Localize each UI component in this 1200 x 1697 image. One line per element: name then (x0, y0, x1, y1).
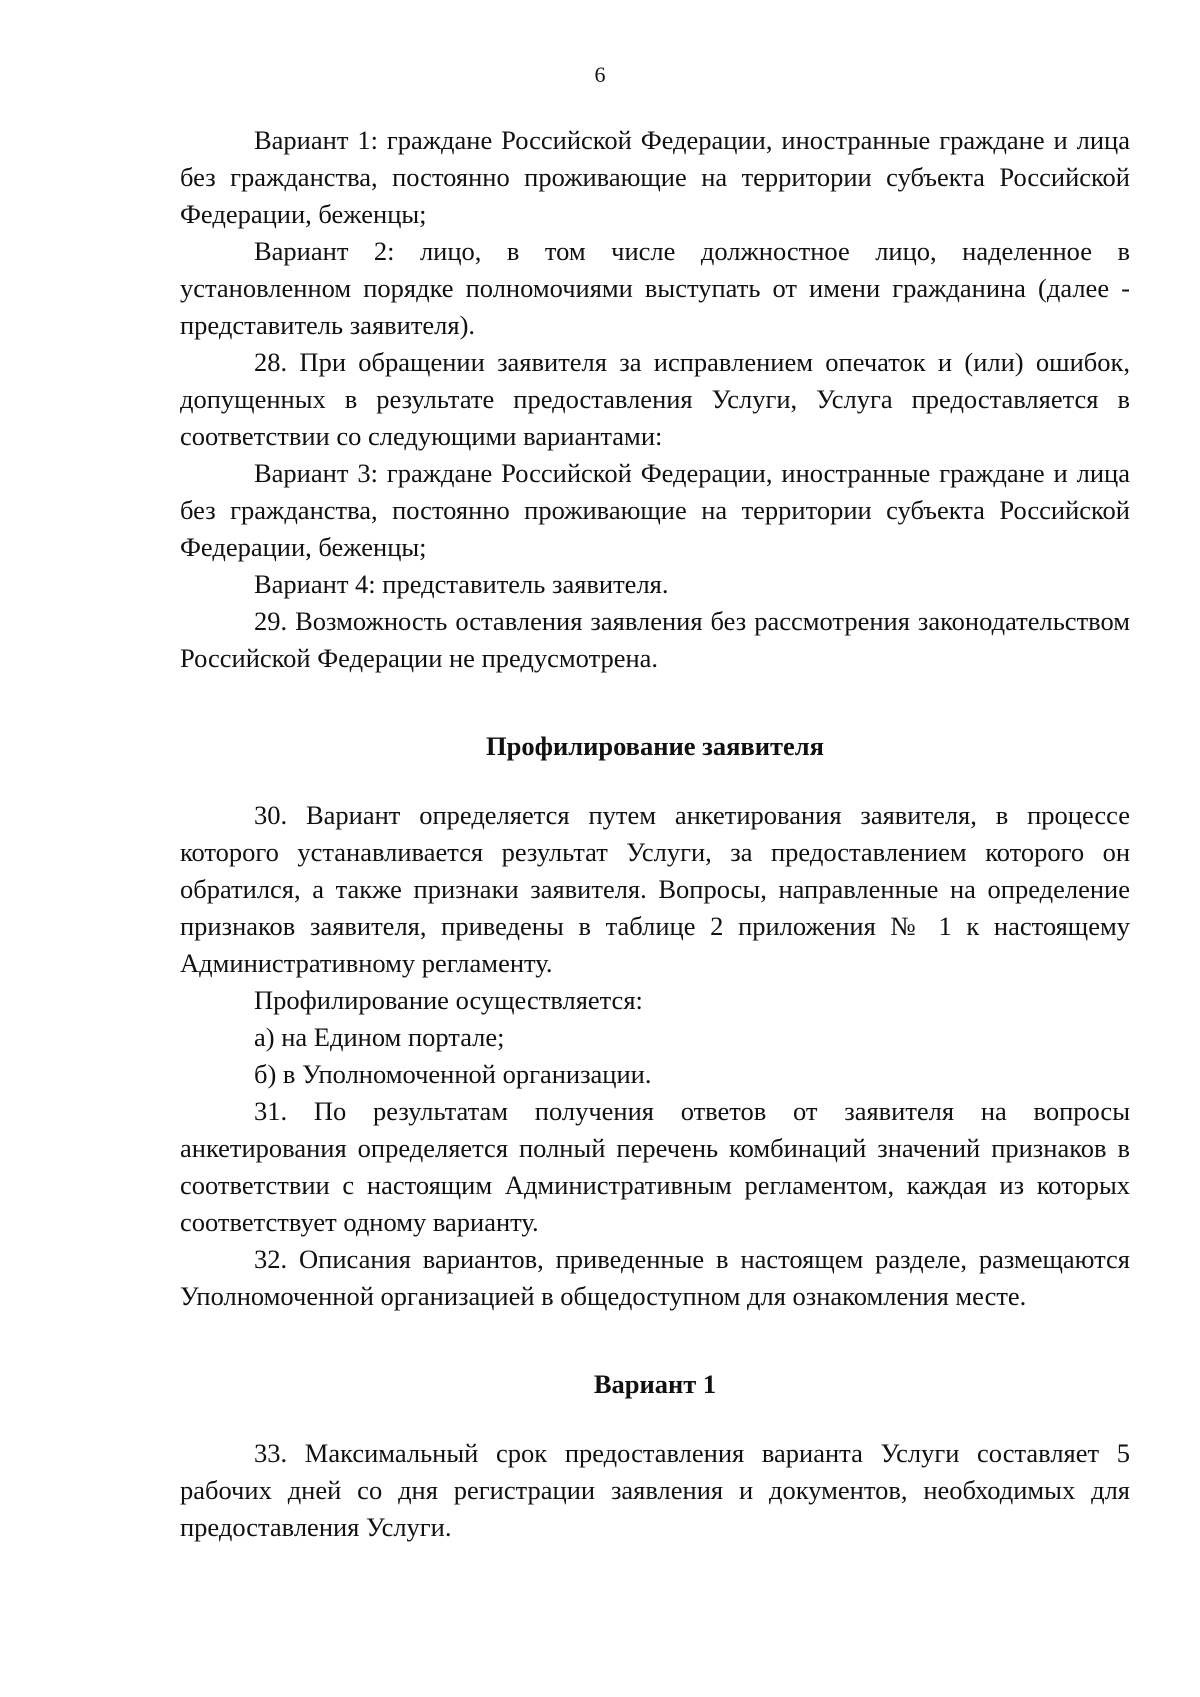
list-item-a: а) на Едином портале; (254, 1022, 505, 1052)
heading-variant-1: Вариант 1 (593, 1369, 717, 1399)
paragraph-variant-2: Вариант 2: лицо, в том числе должностное лицо, наделенное в установленном порядке полномочиями выступать от имени гражданина (далее - представитель заявителя). (180, 236, 1130, 340)
page-number: 6 (594, 62, 606, 87)
paragraph-30: 30. Вариант определяется путем анкетирования заявителя, в процессе которого устанавливается результат Услуги, за предоставлением которого он обратился, а также признаки заявителя. Вопросы, направленные на определение признаков заявителя, приведены в таблице 2 приложения № 1 к настоящему Административному регламенту. (180, 800, 1130, 978)
paragraph-variant-3: Вариант 3: граждане Российской Федерации, иностранные граждане и лица без гражданства, постоянно проживающие на территории субъекта Российской Федерации, беженцы; (180, 458, 1130, 562)
heading-profiling: Профилирование заявителя (486, 731, 824, 761)
paragraph-33: 33. Максимальный срок предоставления варианта Услуги составляет 5 рабочих дней со дня регистрации заявления и документов, необходимых для предоставления Услуги. (180, 1438, 1130, 1542)
paragraph-29: 29. Возможность оставления заявления без рассмотрения законодательством Российской Федерации не предусмотрена. (180, 606, 1130, 673)
paragraph-profiling-intro: Профилирование осуществляется: (254, 985, 643, 1015)
document-body (180, 122, 1130, 1546)
paragraph-31: 31. По результатам получения ответов от заявителя на вопросы анкетирования определяется полный перечень комбинаций значений признаков в соответствии с настоящим Административным регламентом, каждая из которых соответствует одному варианту. (180, 1096, 1130, 1237)
paragraph-variant-4: Вариант 4: представитель заявителя. (254, 569, 669, 599)
paragraph-variant-1: Вариант 1: граждане Российской Федерации, иностранные граждане и лица без гражданства, постоянно проживающие на территории субъекта Российской Федерации, беженцы; (180, 125, 1130, 229)
list-item-b: б) в Уполномоченной организации. (254, 1059, 652, 1089)
paragraph-28: 28. При обращении заявителя за исправлением опечаток и (или) ошибок, допущенных в результате предоставления Услуги, Услуга предоставляется в соответствии со следующими вариантами: (180, 347, 1130, 451)
paragraph-32: 32. Описания вариантов, приведенные в настоящем разделе, размещаются Уполномоченной организацией в общедоступном для ознакомления месте. (180, 1244, 1130, 1311)
